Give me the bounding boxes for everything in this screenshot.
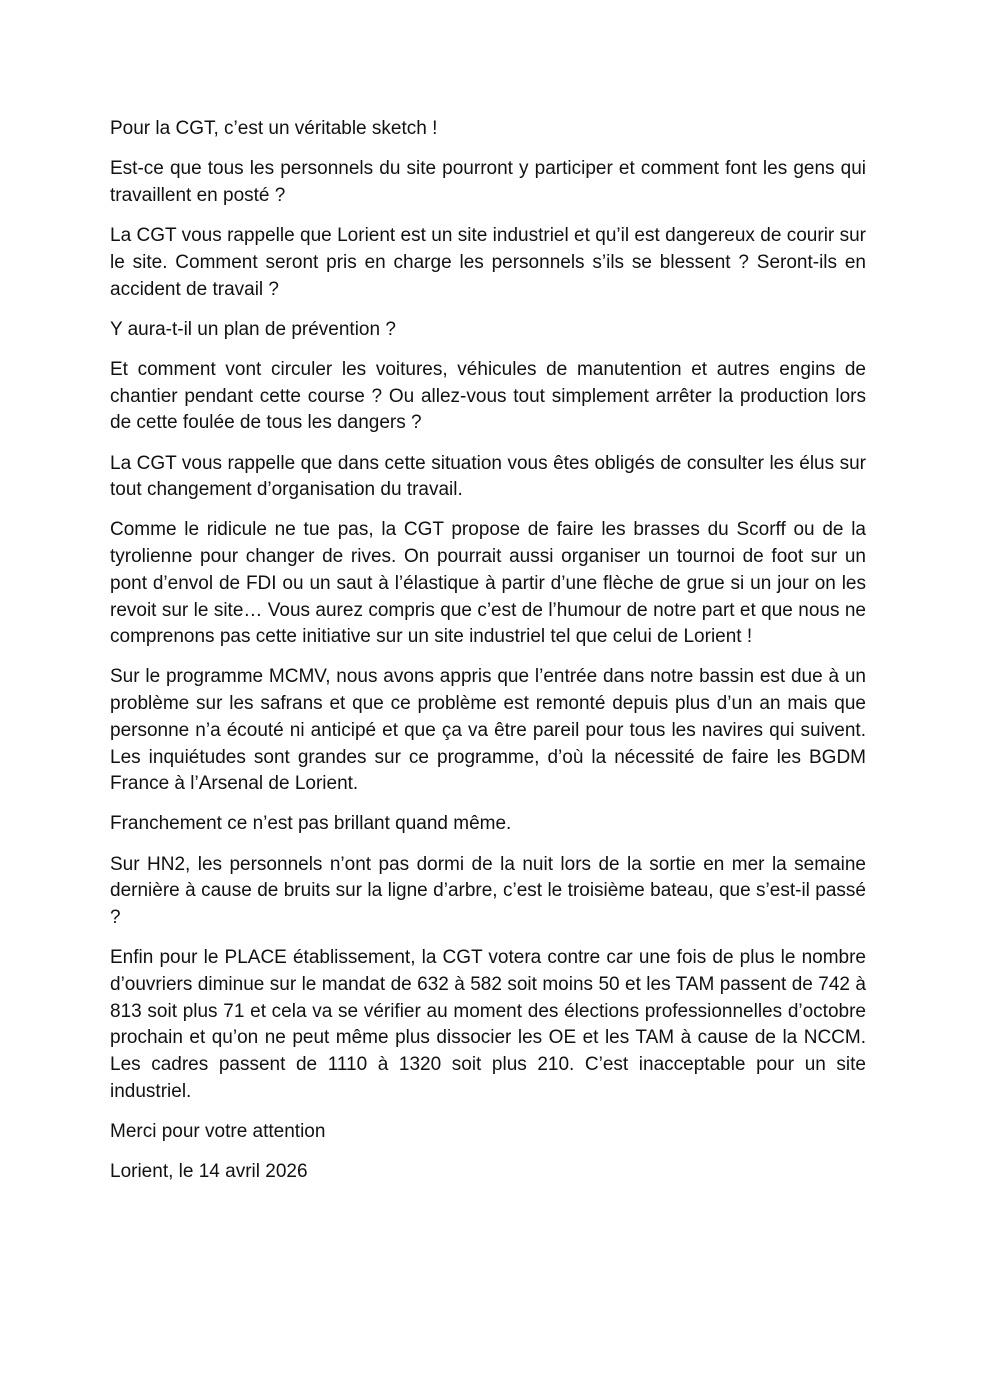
closing-line: Merci pour votre attention	[110, 1121, 326, 1142]
paragraph-place-establishment: Enfin pour le PLACE établissement, la CGT votera contre car une fois de plus le nombre d’ouvriers diminue sur le mandat de 632 à 582 soit moins 50 et les TAM passent de 742 à 813 soit plus 71 et cela va se vérifier au moment des élections professionnelles d’octobre prochain et qu’on ne peut même plus dissocier les OE et les TAM à cause de la NCCM. Les cadres passent de 1110 à 1320 soit plus 210. C’est inacceptable pour un site industriel.	[110, 947, 866, 1102]
paragraph-industrial-site-danger: La CGT vous rappelle que Lorient est un site industriel et qu’il est dangereux de courir sur le site. Comment seront pris en charge les personnels s’ils se blessent ? Seront-ils en accident de travail ?	[110, 225, 866, 300]
paragraph-not-brilliant: Franchement ce n’est pas brillant quand même.	[110, 813, 512, 835]
paragraph-consult-elected: La CGT vous rappelle que dans cette situation vous êtes obligés de consulter les élus sur tout changement d’organisation du travail.	[110, 452, 866, 501]
paragraph-humour: Comme le ridicule ne tue pas, la CGT propose de faire les brasses du Scorff ou de la tyrolienne pour changer de rives. On pourrait aussi organiser un tournoi de foot sur un pont d’envol de FDI ou un saut à l’élastique à partir d’une flèche de grue si un jour on les revoit sur le site… Vous aurez compris que c’est de l’humour de notre part et que nous ne comprenons pas cette initiative sur un site industriel tel que celui de Lorient !	[110, 519, 866, 648]
paragraph-mcmv-program: Sur le programme MCMV, nous avons appris que l’entrée dans notre bassin est due à un problème sur les safrans et que ce problème est remonté depuis plus d’un an mais que personne n’a écouté ni anticipé et que ça va être pareil pour tous les navires qui suivent. Les inquiétudes sont grandes sur ce programme, d’où la nécessité de faire les BGDM France à l’Arsenal de Lorient.	[110, 666, 866, 795]
place-date-line: Lorient, le 14 avril 2026	[110, 1161, 308, 1183]
paragraph-hn2: Sur HN2, les personnels n’ont pas dormi de la nuit lors de la sortie en mer la semaine dernière à cause de bruits sur la ligne d’arbre, c’est le troisième bateau, que s’est-il passé ?	[110, 853, 866, 929]
document-body	[110, 116, 866, 1199]
paragraph-participation-question: Est-ce que tous les personnels du site pourront y participer et comment font les gens qui travaillent en posté ?	[110, 158, 866, 206]
paragraph-intro: Pour la CGT, c’est un véritable sketch !	[110, 118, 438, 139]
paragraph-vehicle-traffic: Et comment vont circuler les voitures, véhicules de manutention et autres engins de chantier pendant cette course ? Ou allez-vous tout simplement arrêter la production lors de cette foulée de tous les dangers ?	[110, 358, 866, 434]
paragraph-prevention-plan: Y aura-t-il un plan de prévention ?	[110, 318, 396, 340]
